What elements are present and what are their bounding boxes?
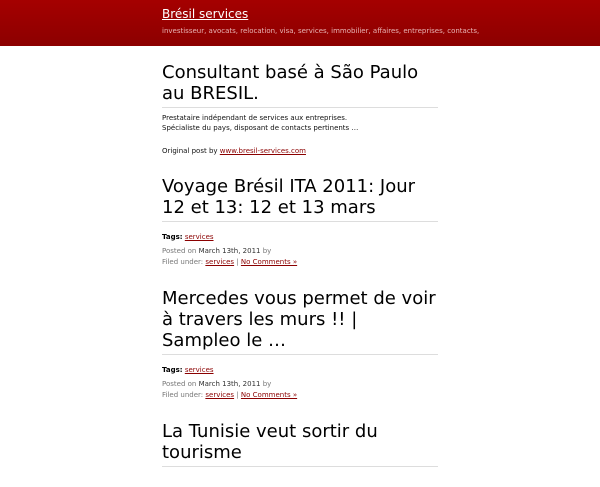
original-post-link[interactable]: www.bresil-services.com: [219, 147, 306, 155]
post-date-line: [162, 379, 438, 390]
main-content: [162, 62, 438, 487]
by-label: by: [262, 380, 272, 388]
post-tags: [162, 233, 438, 241]
posted-on-label: Posted on: [162, 380, 197, 388]
post: [162, 288, 438, 401]
site-tagline: investisseur, avocats, relocation, visa, services, immobilier, affaires, entreprises, contacts,: [162, 27, 480, 35]
site-header: [0, 0, 600, 46]
post-date: March 13th, 2011: [198, 247, 261, 255]
post-body: [162, 113, 438, 156]
post-meta: [162, 379, 438, 401]
comments-link[interactable]: No Comments »: [240, 391, 298, 399]
post-filed-line: [162, 390, 438, 401]
tags-label: Tags:: [162, 233, 183, 241]
filed-under-label: Filed under:: [162, 258, 204, 266]
post-body-line: Prestataire indépendant de services aux entreprises.: [162, 114, 348, 122]
post-body-line: Spécialiste du pays, disposant de contacts pertinents …: [162, 124, 359, 132]
post: [162, 421, 438, 467]
post-title[interactable]: Mercedes vous permet de voir à travers les murs !! | Sampleo le …: [162, 288, 438, 355]
category-link[interactable]: services: [205, 391, 235, 399]
post-filed-line: [162, 257, 438, 268]
site-title-link[interactable]: Brésil services: [162, 7, 249, 21]
post: [162, 176, 438, 268]
post-title[interactable]: Voyage Brésil ITA 2011: Jour 12 et 13: 12 et 13 mars: [162, 176, 438, 222]
comments-link[interactable]: No Comments »: [240, 258, 298, 266]
post-meta: [162, 246, 438, 268]
category-link[interactable]: services: [205, 258, 235, 266]
meta-separator: |: [236, 258, 239, 266]
post-tags: [162, 366, 438, 374]
tag-link[interactable]: services: [184, 233, 214, 241]
tags-label: Tags:: [162, 366, 183, 374]
post: [162, 62, 438, 156]
post-date: March 13th, 2011: [198, 380, 261, 388]
post-title[interactable]: La Tunisie veut sortir du tourisme: [162, 421, 438, 467]
posted-on-label: Posted on: [162, 247, 197, 255]
original-post-prefix: Original post by: [162, 147, 218, 155]
tag-link[interactable]: services: [184, 366, 214, 374]
meta-separator: |: [236, 391, 239, 399]
original-post-credit: [162, 146, 438, 156]
filed-under-label: Filed under:: [162, 391, 204, 399]
post-title[interactable]: Consultant basé à São Paulo au BRESIL.: [162, 62, 438, 108]
post-date-line: [162, 246, 438, 257]
by-label: by: [262, 247, 272, 255]
